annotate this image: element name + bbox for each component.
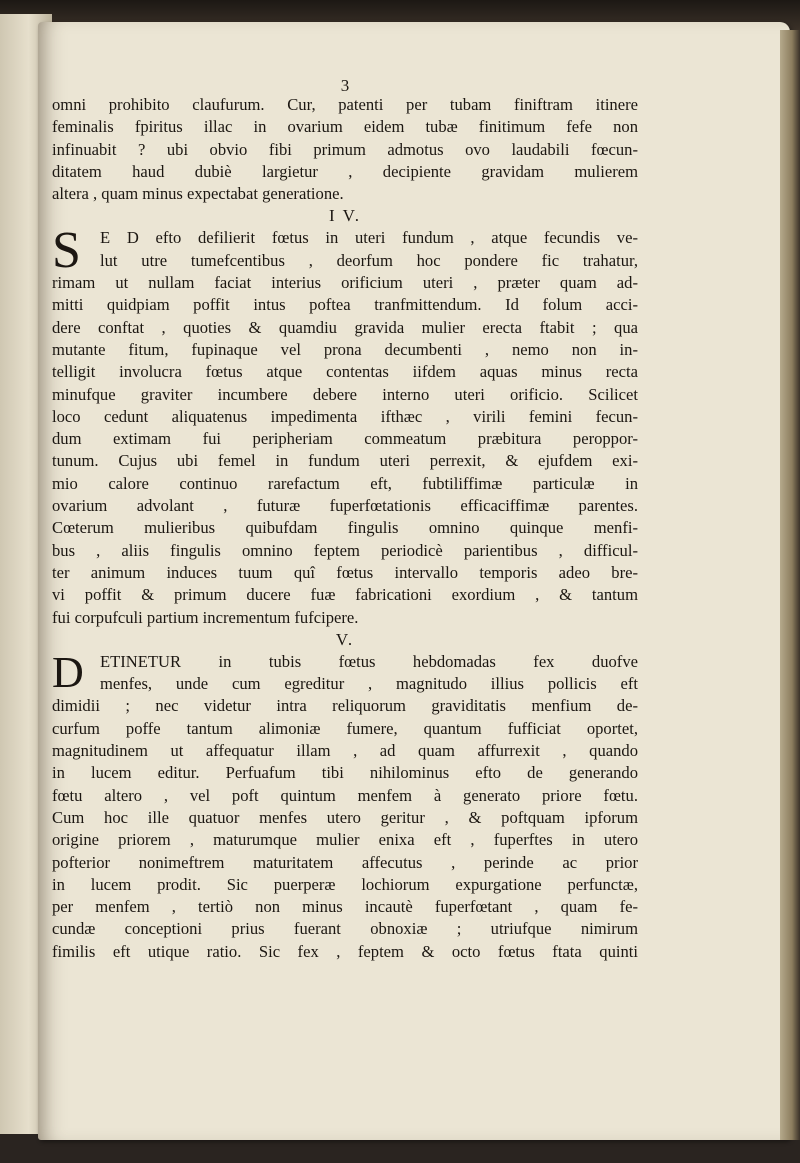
drop-cap-d: D bbox=[52, 647, 84, 697]
text-line: telligit involucra fœtus atque contentas iifdem aquas minus recta bbox=[52, 362, 638, 382]
text-line: vi poffit & primum ducere fuæ fabricationi exordium , & tantum bbox=[52, 585, 638, 605]
text-line: lut utre tumefcentibus , deorfum hoc pondere fic trahatur, bbox=[100, 250, 638, 270]
page-fore-edge bbox=[780, 30, 800, 1140]
text-line: fimilis eft utique ratio. Sic fex , feptem & octo fœtus ftata quinti bbox=[52, 941, 638, 961]
page-number: 3 bbox=[340, 76, 350, 95]
text-line: curfum poffe tantum alimoniæ fumere, quantum fufficiat oportet, bbox=[52, 718, 638, 738]
text-line: altera , quam minus expectabat generatione. bbox=[52, 184, 344, 204]
text-line: mitti quidpiam poffit intus poftea tranfmittendum. Id folum acci- bbox=[52, 295, 638, 315]
text-line: origine priorem , maturumque mulier enixa eft , fuperftes in utero bbox=[52, 830, 638, 850]
text-line: fœtu altero , vel poft quintum menfem à generato priore fœtu. bbox=[52, 785, 638, 805]
text-line: feminalis fpiritus illac in ovarium eidem tubæ finitimum fefe non bbox=[52, 117, 638, 137]
section-v-paragraph bbox=[52, 647, 638, 963]
text-line: Cum hoc ille quatuor menfes utero geritur , & poftquam ipforum bbox=[52, 807, 638, 827]
text-line: in lucem editur. Perfuafum tibi nihilominus efto de generando bbox=[52, 763, 638, 783]
text-line: mutante fitum, fupinaque vel prona decumbenti , nemo non in- bbox=[52, 339, 638, 359]
text-line: dere conftat , quoties & quamdiu gravida mulier erecta ftabit ; qua bbox=[52, 317, 638, 337]
section-numeral-v: V. bbox=[335, 629, 355, 649]
text-line: in lucem prodit. Sic puerperæ lochiorum expurgatione perfunctæ, bbox=[52, 874, 638, 894]
text-line: omni prohibito claufurum. Cur, patenti per tubam finiftram itinere bbox=[52, 95, 638, 114]
text-line: ter animum induces tuum quî fœtus intervallo temporis adeo bre- bbox=[52, 562, 638, 582]
text-line: pofterior nonimeftrem maturitatem affecutus , perinde ac prior bbox=[52, 852, 638, 872]
text-line: ETINETUR in tubis fœtus hebdomadas fex duofve bbox=[100, 651, 638, 671]
text-line: ditatem haud dubiè largietur , decipiente gravidam mulierem bbox=[52, 161, 638, 181]
text-line: mio calore continuo rarefactum eft, fubtiliffimæ particulæ in bbox=[52, 473, 638, 493]
text-line: loco cedunt aliquatenus impedimenta ifthæc , virili femini fecun- bbox=[52, 406, 638, 426]
drop-cap-s: S bbox=[52, 222, 81, 280]
text-line: cundæ conceptioni prius fuerant obnoxiæ ; utriufque nimirum bbox=[52, 919, 638, 939]
text-line: dum extimam fui peripheriam commeatum præbitura peroppor- bbox=[52, 429, 638, 449]
text-line: Cœterum mulieribus quibufdam fingulis omnino quinque menfi- bbox=[52, 518, 638, 538]
text-line: rimam ut nullam faciat interius orificium uteri , præter quam ad- bbox=[52, 273, 638, 293]
text-line: ovarium advolant , futuræ fuperfœtationis efficaciffimæ parentes. bbox=[52, 496, 638, 516]
text-line: tunum. Cujus ubi femel in fundum uteri perrexit, & ejufdem exi- bbox=[52, 451, 638, 471]
text-line: dimidii ; nec videtur intra reliquorum graviditatis menfium de- bbox=[52, 696, 638, 716]
text-line: magnitudinem ut affequatur illam , ad quam affurrexit , quando bbox=[52, 741, 638, 761]
page-text bbox=[52, 78, 638, 963]
text-line: fui corpufculi partium incrementum fufcipere. bbox=[52, 607, 359, 627]
text-line: infinuabit ? ubi obvio fibi primum admotus ovo laudabili fœcun- bbox=[52, 139, 638, 159]
text-line: E D efto defilierit fœtus in uteri fundum , atque fecundis ve- bbox=[100, 228, 638, 248]
text-line: menfes, unde cum egreditur , magnitudo illius pollicis eft bbox=[100, 674, 638, 694]
text-line: bus , aliis fingulis omnino feptem periodicè parientibus , difficul- bbox=[52, 540, 638, 560]
section-iv-paragraph bbox=[52, 222, 638, 628]
text-line: per menfem , tertiò non minus incautè fuperfœtant , quam fe- bbox=[52, 897, 638, 917]
paragraph-continued bbox=[52, 94, 638, 205]
text-line: minufque graviter incumbere debere interno uteri orificio. Scilicet bbox=[52, 384, 638, 404]
section-numeral-iv: I V. bbox=[329, 206, 361, 226]
